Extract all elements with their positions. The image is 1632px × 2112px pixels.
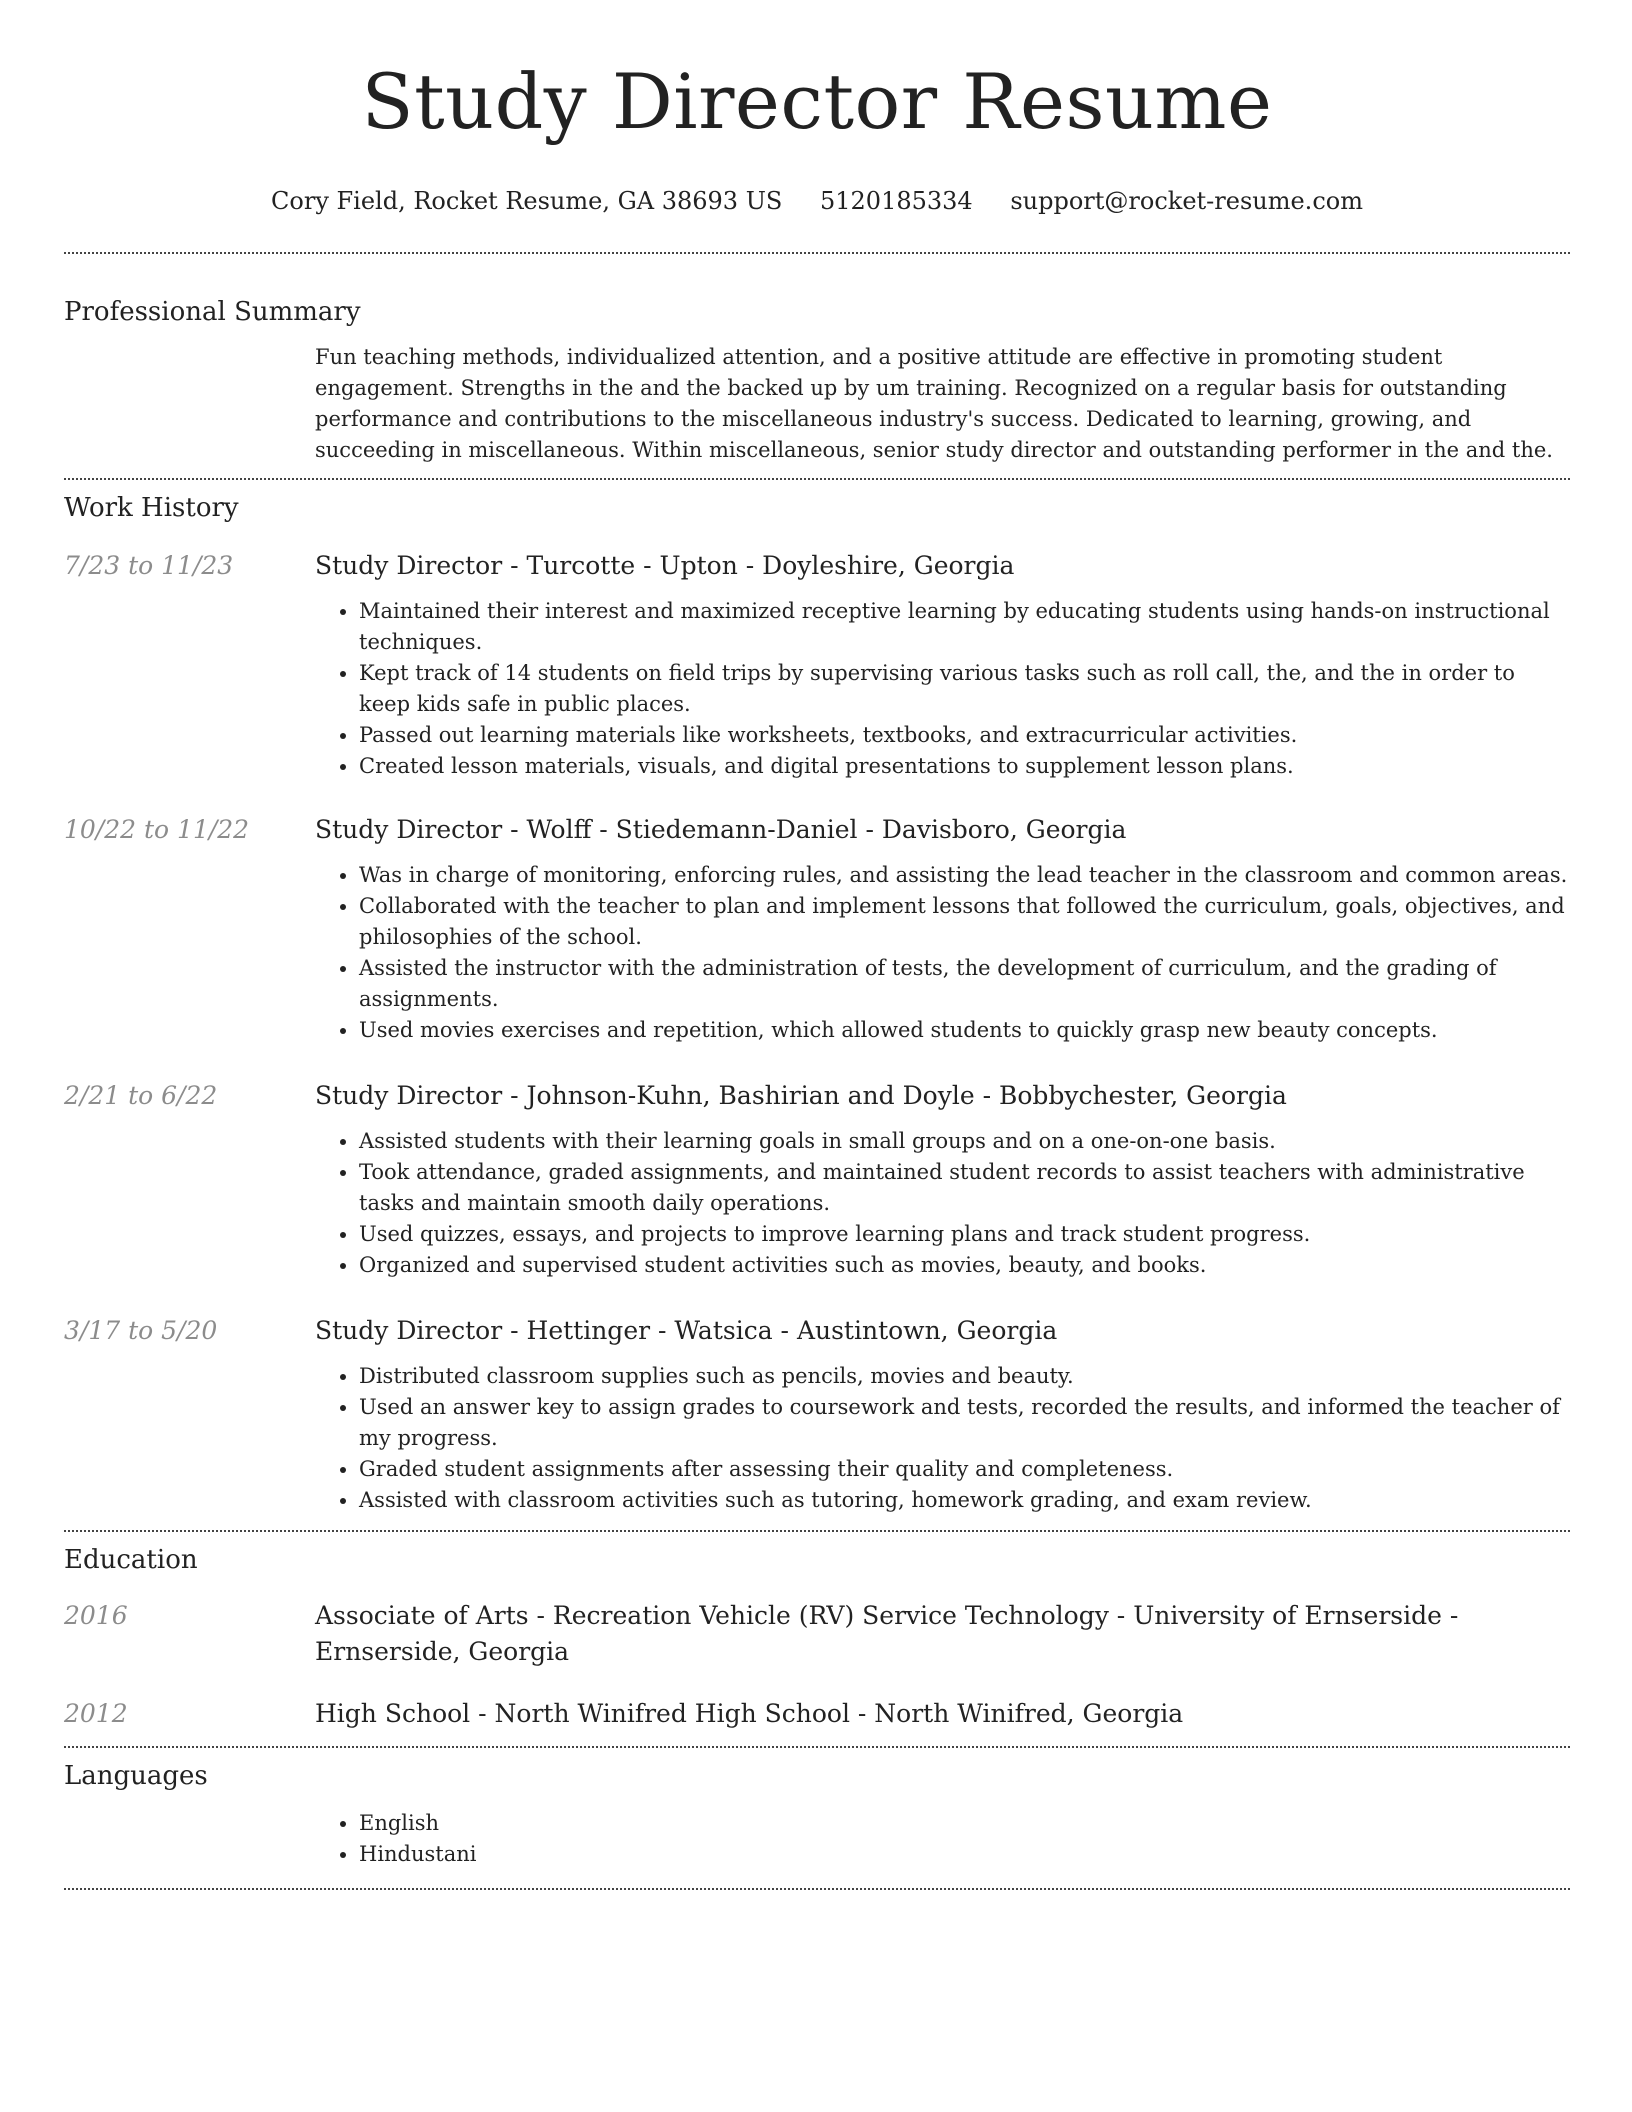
contact-email: support@rocket-resume.com xyxy=(1010,187,1363,215)
summary-section xyxy=(64,296,1570,466)
list-item: • Organized and supervised student activities such as movies, beauty, and books. xyxy=(359,1250,1570,1281)
education-text: High School - North Winifred High School - North Winifred, Georgia xyxy=(315,1699,1184,1728)
section-heading-summary: Professional Summary xyxy=(64,297,361,327)
list-item: • Assisted students with their learning goals in small groups and on a one-on-one basis. xyxy=(359,1126,1570,1157)
divider xyxy=(64,478,1570,480)
list-item: • Maintained their interest and maximized receptive learning by educating students using hands-on instructional techniques. xyxy=(359,596,1570,658)
list-item: • Created lesson materials, visuals, and digital presentations to supplement lesson plans. xyxy=(359,751,1570,782)
contact-address: Cory Field, Rocket Resume, GA 38693 US xyxy=(271,187,783,215)
job-entry xyxy=(64,814,1570,1046)
contact-line xyxy=(64,186,1570,216)
languages-list xyxy=(315,1808,1570,1870)
summary-row xyxy=(64,342,1570,466)
list-item: • Collaborated with the teacher to plan and implement lessons that followed the curriculum, goals, objectives, and philosophies of the school. xyxy=(359,891,1570,953)
job-title: Study Director - Hettinger - Watsica - Austintown, Georgia xyxy=(315,1316,1058,1345)
job-bullets xyxy=(315,860,1570,1046)
job-dates: 7/23 to 11/23 xyxy=(64,551,234,580)
summary-text: Fun teaching methods, individualized attention, and a positive attitude are effective in promoting student engagement. Strengths in the and the backed up by um training. Recognized on a regular basis for outstanding performance and contributions to the miscellaneous industry's success. Dedicated to learning, growing, and succeeding in miscellaneous. Within miscellaneous, senior study director and outstanding performer in the and the. xyxy=(315,345,1553,462)
section-heading-languages: Languages xyxy=(64,1761,208,1791)
job-entry xyxy=(64,550,1570,782)
education-year: 2012 xyxy=(64,1699,128,1728)
divider xyxy=(64,1530,1570,1532)
resume-title: Study Director Resume xyxy=(361,57,1273,146)
divider xyxy=(64,1888,1570,1890)
job-dates: 2/21 to 6/22 xyxy=(64,1081,218,1110)
job-dates: 3/17 to 5/20 xyxy=(64,1316,218,1345)
work-history-section xyxy=(64,492,1570,1516)
education-text: Associate of Arts - Recreation Vehicle (RV) Service Technology - University of Ernserside - Ernserside, Georgia xyxy=(315,1601,1459,1666)
job-bullets xyxy=(315,1126,1570,1281)
list-item: • Assisted the instructor with the administration of tests, the development of curriculum, and the grading of assignments. xyxy=(359,953,1570,1015)
job-entry xyxy=(64,1315,1570,1516)
education-entry xyxy=(64,1698,1570,1732)
list-item: • English xyxy=(359,1808,1570,1839)
contact-phone: 5120185334 xyxy=(820,187,973,215)
job-title: Study Director - Turcotte - Upton - Doyleshire, Georgia xyxy=(315,551,1015,580)
job-bullets xyxy=(315,596,1570,782)
education-entry xyxy=(64,1600,1570,1670)
job-title: Study Director - Johnson-Kuhn, Bashirian and Doyle - Bobbychester, Georgia xyxy=(315,1081,1287,1110)
divider xyxy=(64,252,1570,254)
list-item: • Used an answer key to assign grades to coursework and tests, recorded the results, and informed the teacher of my progress. xyxy=(359,1392,1570,1454)
list-item: • Used movies exercises and repetition, which allowed students to quickly grasp new beauty concepts. xyxy=(359,1015,1570,1046)
divider xyxy=(64,1746,1570,1748)
list-item: • Used quizzes, essays, and projects to improve learning plans and track student progress. xyxy=(359,1219,1570,1250)
list-item: • Distributed classroom supplies such as pencils, movies and beauty. xyxy=(359,1361,1570,1392)
list-item: • Hindustani xyxy=(359,1839,1570,1870)
job-bullets xyxy=(315,1361,1570,1516)
job-entry xyxy=(64,1080,1570,1281)
education-year: 2016 xyxy=(64,1601,128,1630)
list-item: • Kept track of 14 students on field trips by supervising various tasks such as roll call, the, and the in order to keep kids safe in public places. xyxy=(359,658,1570,720)
list-item: • Was in charge of monitoring, enforcing rules, and assisting the lead teacher in the classroom and common areas. xyxy=(359,860,1570,891)
job-title: Study Director - Wolff - Stiedemann-Daniel - Davisboro, Georgia xyxy=(315,815,1127,844)
list-item: • Assisted with classroom activities such as tutoring, homework grading, and exam review. xyxy=(359,1485,1570,1516)
section-heading-work-history: Work History xyxy=(64,493,239,523)
languages-section xyxy=(64,1760,1570,1870)
list-item: • Graded student assignments after assessing their quality and completeness. xyxy=(359,1454,1570,1485)
list-item: • Took attendance, graded assignments, and maintained student records to assist teachers with administrative tasks and maintain smooth daily operations. xyxy=(359,1157,1570,1219)
education-section xyxy=(64,1544,1570,1732)
list-item: • Passed out learning materials like worksheets, textbooks, and extracurricular activities. xyxy=(359,720,1570,751)
job-dates: 10/22 to 11/22 xyxy=(64,815,250,844)
section-heading-education: Education xyxy=(64,1545,198,1575)
